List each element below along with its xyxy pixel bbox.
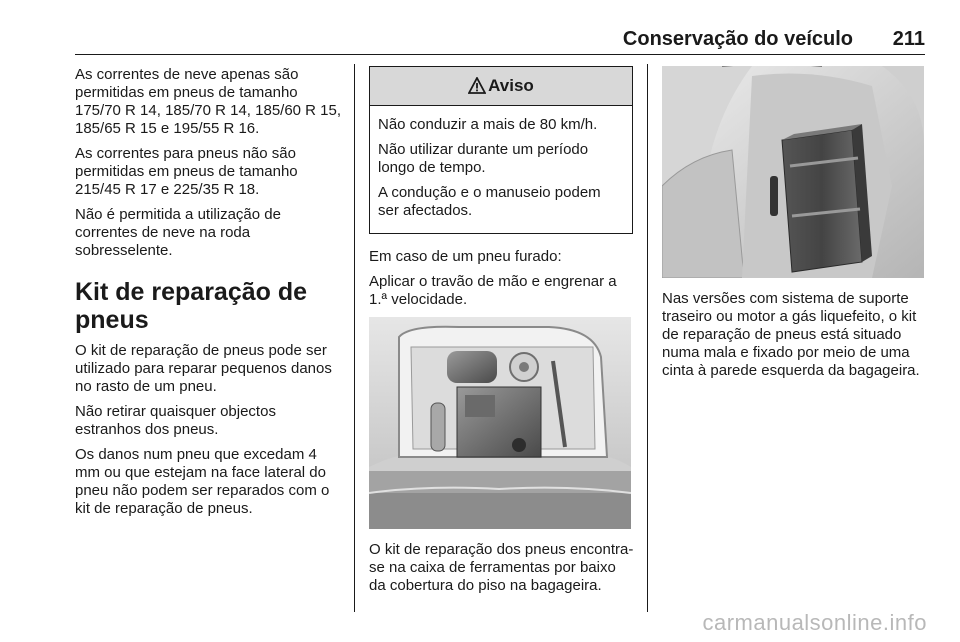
watermark: carmanualsonline.info [702,610,927,635]
repair-kit-toolbox-illustration [369,317,631,529]
page-header [75,26,925,55]
page-number: 211 [892,28,925,50]
spare-wheel-chain-paragraph: Não é permitida a utilização de correntes de neve na roda sobresselente. [75,206,281,259]
page-title: Conservação do veículo [622,28,853,50]
toolbox-caption: O kit de reparação dos pneus encontra-se na caixa de ferramentas por baixo da cobertura do piso na bagageira. [369,541,634,594]
column-middle [369,66,634,602]
warning-line-3: A condução e o manuseio podem ser afectados. [378,184,601,219]
repair-kit-usage-paragraph: O kit de reparação de pneus pode ser utilizado para reparar pequenos danos no rasto de um pneu. [75,342,332,395]
column-divider-2 [647,64,648,612]
column-left [75,66,343,525]
warning-line-2: Não utilizar durante um período longo de tempo. [378,141,589,176]
warning-title: Aviso [488,76,534,95]
handbrake-paragraph: Aplicar o travão de mão e engrenar a 1.ª velocidade. [369,273,617,308]
warning-header [370,67,632,106]
warning-body [370,106,632,233]
warning-triangle-icon [468,77,486,95]
repair-kit-case-illustration [662,66,924,278]
warning-box [369,66,633,234]
snow-chain-sizes-paragraph: As correntes de neve apenas são permitidas em pneus de tamanho 175/70 R 14, 185/70 R 14, 185/60 R 15, 185/65 R 15 e 195/55 R 16. [75,66,342,137]
foreign-objects-paragraph: Não retirar quaisquer objectos estranhos dos pneus. [75,403,276,438]
damage-limit-paragraph: Os danos num pneu que excedam 4 mm ou que estejam na face lateral do pneu não podem ser reparados com o kit de reparação de pneus. [75,446,330,517]
section-heading: Kit de reparação de pneus [75,278,308,334]
case-caption: Nas versões com sistema de suporte traseiro ou motor a gás liquefeito, o kit de reparação de pneus está situado numa mala e fixado por meio de uma cinta à parede esquerda da bagageira. [662,290,920,379]
flat-tyre-paragraph: Em caso de um pneu furado: [369,248,562,265]
column-right [662,66,928,387]
warning-line-1: Não conduzir a mais de 80 km/h. [378,116,598,133]
column-divider-1 [354,64,355,612]
snow-chain-restriction-paragraph: As correntes para pneus não são permitidas em pneus de tamanho 215/45 R 17 e 225/35 R 18. [75,145,298,198]
